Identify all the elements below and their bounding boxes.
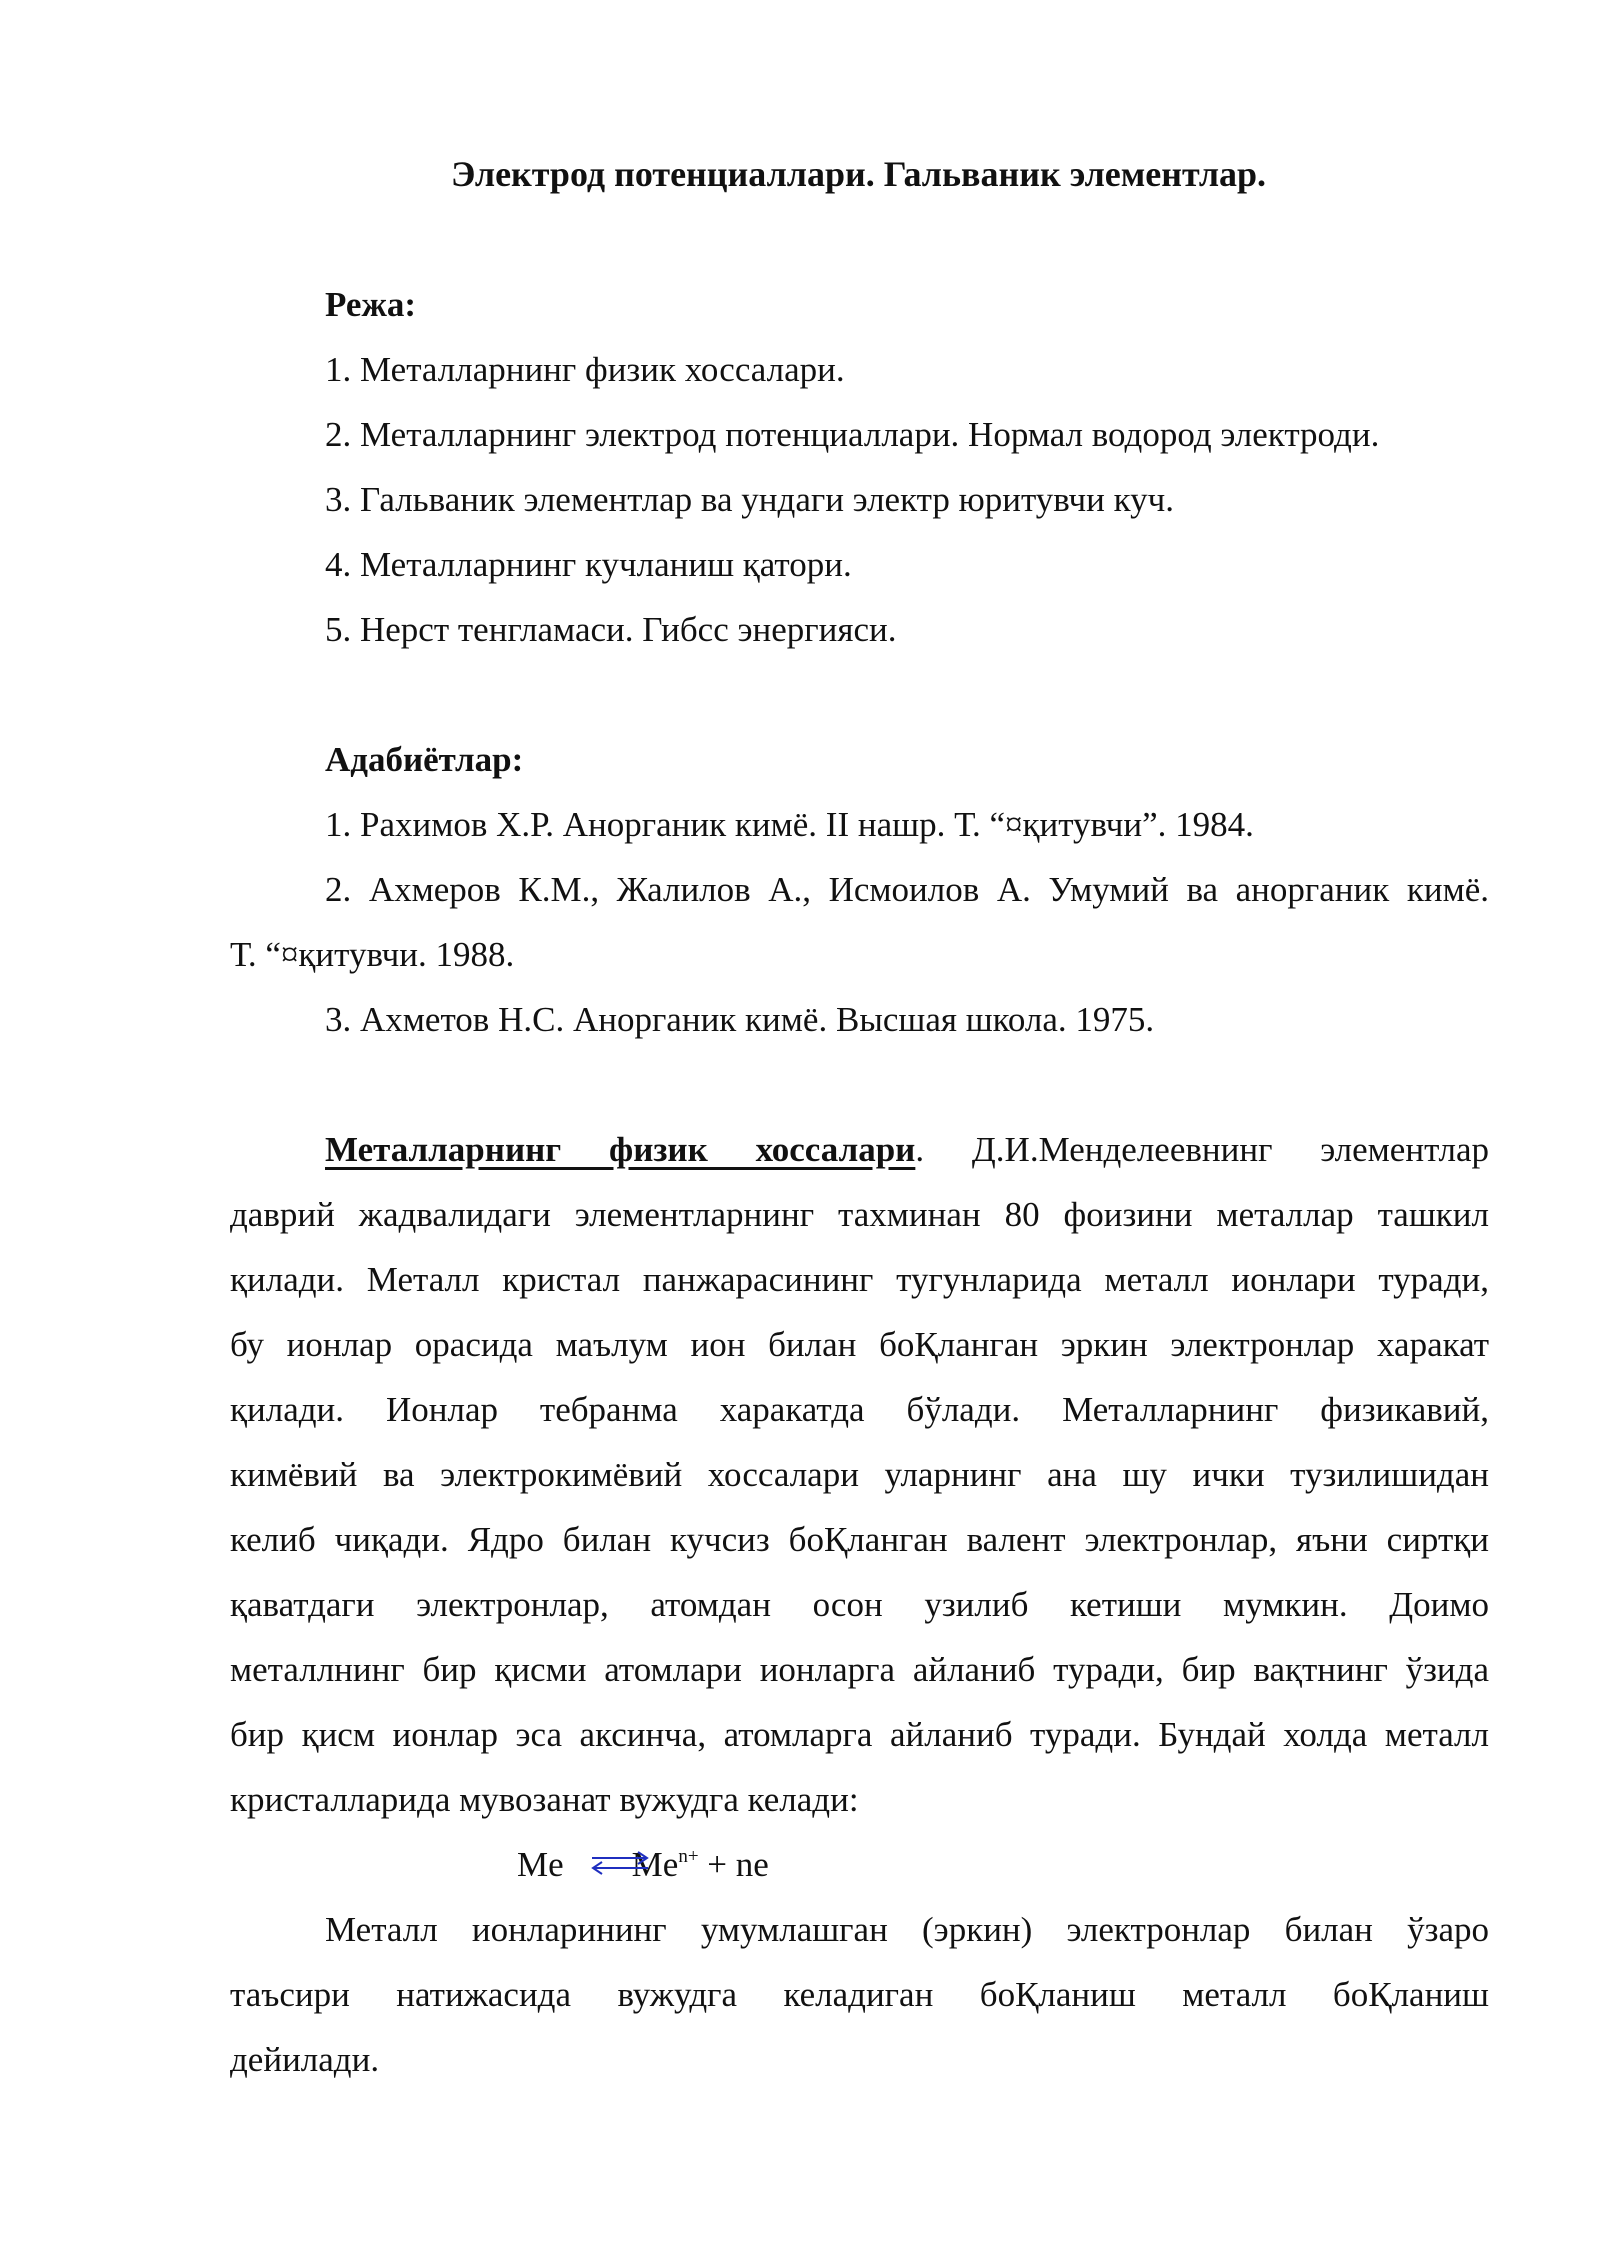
plan-item: 2. Металларнинг электрод потенциаллари. Нормал водород электроди. <box>325 415 1380 454</box>
paragraph-line: келиб чиқади. Ядро билан кучсиз боҚланган валент электронлар, яъни сиртқи <box>230 1520 1489 1559</box>
equilibrium-arrows-icon <box>590 1848 650 1878</box>
paragraph-line: қаватдаги электронлар, атомдан осон узилиб кетиши мумкин. Доимо <box>230 1585 1489 1624</box>
paragraph-line: бир қисм ионлар эса аксинча, атомларга айланиб туради. Бундай холда металл <box>230 1715 1489 1754</box>
plan-heading: Режа: <box>325 285 416 324</box>
section-heading-tail: . Д.И.Менделеевнинг элементлар <box>915 1130 1489 1169</box>
paragraph-line: кимёвий ва электрокимёвий хоссалари уларнинг ана шу ички тузилишидан <box>230 1455 1489 1494</box>
paragraph-line: таъсири натижасида вужудга келадиган боҚланиш металл боҚланиш <box>230 1975 1489 2014</box>
literature-heading: Адабиётлар: <box>325 740 524 779</box>
document-title: Электрод потенциаллари. Гальваник элементлар. <box>450 154 1267 194</box>
paragraph-line: кристалларида мувозанат вужудга келади: <box>230 1780 859 1819</box>
equation-superscript: n+ <box>678 1846 699 1867</box>
paragraph-line: қилади. Ионлар тебранма харакатда бўлади. Металларнинг физикавий, <box>230 1390 1489 1429</box>
paragraph-line: дейилади. <box>230 2040 380 2079</box>
section-first-line <box>325 1130 1489 1170</box>
plan-item: 1. Металларнинг физик хоссалари. <box>325 350 845 389</box>
paragraph-line: Металл ионларининг умумлашган (эркин) электронлар билан ўзаро <box>325 1910 1489 1949</box>
literature-item: 1. Рахимов Х.Р. Анорганик кимё. II нашр. Т. “¤қитувчи”. 1984. <box>325 805 1254 844</box>
section-heading: Металларнинг физик хоссалари <box>325 1130 916 1169</box>
plan-item: 3. Гальваник элементлар ва ундаги электр юритувчи куч. <box>325 480 1174 519</box>
literature-item: 2. Ахмеров К.М., Жалилов А., Исмоилов А. Умумий ва анорганик кимё. <box>325 870 1489 909</box>
paragraph-line: металлнинг бир қисми атомлари ионларга айланиб туради, бир вақтнинг ўзида <box>230 1650 1489 1689</box>
equation-right: Me <box>631 1845 679 1884</box>
equation-tail: + ne <box>698 1845 769 1884</box>
equation-left: Me <box>517 1845 564 1884</box>
literature-item-continued: Т. “¤қитувчи. 1988. <box>230 935 515 974</box>
paragraph-line: даврий жадвалидаги элементларнинг тахминан 80 фоизини металлар ташкил <box>230 1195 1489 1234</box>
literature-item: 3. Ахметов Н.С. Анорганик кимё. Высшая школа. 1975. <box>325 1000 1155 1039</box>
paragraph-line: бу ионлар орасида маълум ион билан боҚланган эркин электронлар харакат <box>230 1325 1489 1364</box>
plan-item: 4. Металларнинг кучланиш қатори. <box>325 545 852 584</box>
plan-item: 5. Нерст тенгламаси. Гибсс энергияси. <box>325 610 897 649</box>
paragraph-line: қилади. Металл кристал панжарасининг тугунларида металл ионлари туради, <box>230 1260 1489 1299</box>
